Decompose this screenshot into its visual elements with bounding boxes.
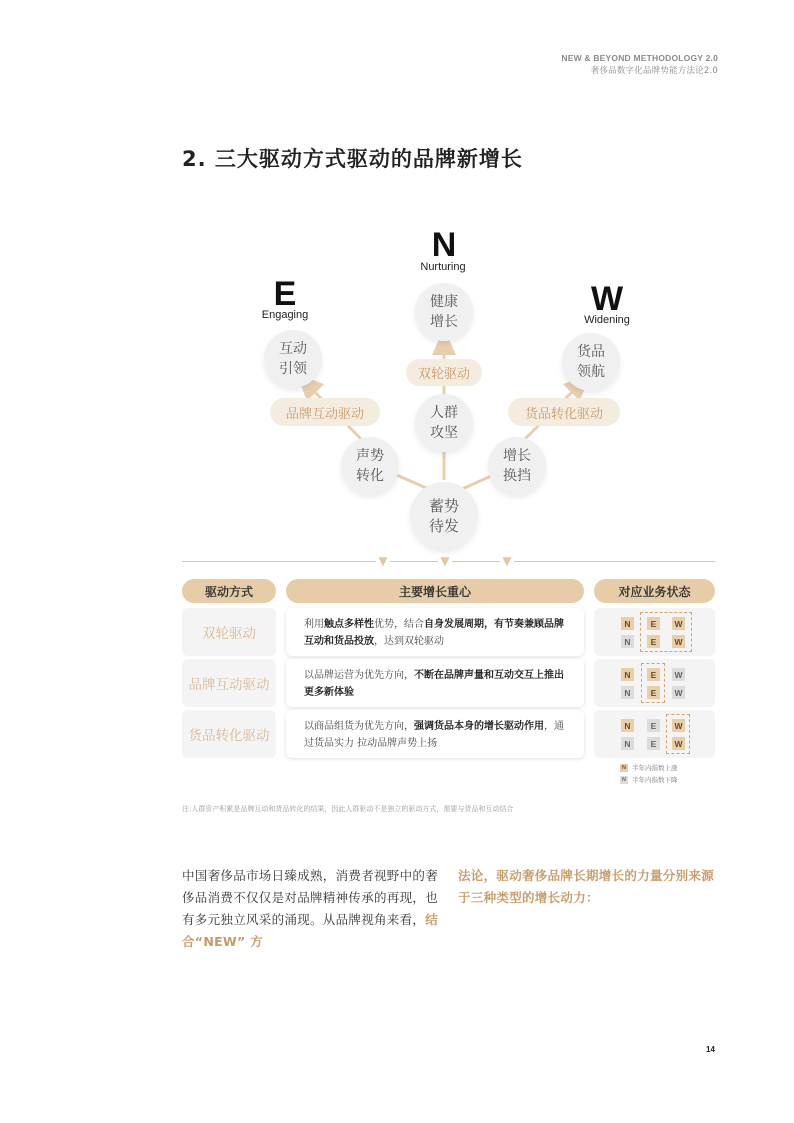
table-row-status	[594, 608, 715, 656]
section-title: 2. 三大驱动方式驱动的品牌新增长	[182, 147, 523, 171]
status-e-up: E	[647, 635, 660, 648]
node-text-line: 领航	[577, 364, 605, 380]
status-w-down: W	[672, 686, 685, 699]
node-interact-lead	[264, 330, 322, 388]
desc-text: ，通过货品实力 拉动品牌声势上扬	[304, 721, 564, 749]
node-text-line: 待发	[428, 517, 459, 535]
legend-up	[620, 763, 678, 772]
paragraph-text: 中国奢侈品市场日臻成熟，消费者视野中的奢侈品消费不仅仅是对品牌精神传承的再现，也有多元独立风采的涌现。从品牌视角来看，	[182, 868, 439, 927]
status-w-up: W	[672, 737, 685, 750]
table-row-mode: 品牌互动驱动	[182, 659, 276, 707]
paragraph-highlight: 结合“NEW” 方	[182, 912, 439, 949]
node-store-ready	[410, 482, 478, 550]
page-number: 14	[706, 1045, 715, 1054]
table-header-status: 对应业务状态	[594, 579, 715, 603]
label-widening: Widening	[584, 314, 630, 326]
letter-n: N	[431, 226, 457, 264]
footnote: 注:人群资产积累是品牌互动和货品转化的结果，因此人群驱动不是独立的驱动方式，需要与货品和互动结合	[182, 805, 514, 813]
new-diagram	[0, 0, 794, 560]
status-w-up: W	[672, 617, 685, 630]
pill-brand-drive: 品牌互动驱动	[270, 398, 380, 426]
desc-bold: 不断在品牌声量和互动交互上推出更多新体验	[304, 670, 564, 698]
table-row-mode: 双轮驱动	[182, 608, 276, 656]
letter-w: W	[590, 280, 624, 318]
status-n-down: N	[621, 686, 634, 699]
node-text-line: 互动	[279, 341, 307, 357]
legend-down-text: 半年内指数下降	[632, 776, 678, 784]
desc-bold: 触点多样性	[324, 619, 374, 630]
status-e-up: E	[647, 668, 660, 681]
running-header	[561, 52, 718, 78]
node-text-line: 换挡	[503, 468, 531, 484]
legend-down	[620, 775, 678, 784]
table-row-status	[594, 710, 715, 758]
label-nurturing: Nurturing	[420, 261, 466, 273]
status-w-up: W	[672, 719, 685, 732]
status-e-down: E	[647, 719, 660, 732]
paragraph-right	[458, 865, 720, 909]
desc-text: 优势，结合	[374, 619, 424, 630]
status-w-up: W	[672, 635, 685, 648]
desc-bold: 强调货品本身的增长驱动作用	[414, 721, 544, 732]
header-methodology-en: NEW & BEYOND METHODOLOGY 2.0	[561, 53, 718, 63]
table-row-desc	[286, 659, 584, 707]
table-header-mode: 驱动方式	[182, 579, 276, 603]
node-text-line: 增长	[503, 448, 531, 464]
status-n-up: N	[621, 617, 634, 630]
status-n-up: N	[621, 668, 634, 681]
node-text-line: 增长	[430, 314, 458, 330]
table-row-desc	[286, 608, 584, 656]
status-e-up: E	[647, 617, 660, 630]
status-n-down: N	[621, 737, 634, 750]
node-text-line: 转化	[356, 468, 384, 484]
desc-text: 利用	[304, 619, 324, 630]
arrow-voice-interact	[305, 382, 362, 440]
label-engaging: Engaging	[261, 309, 309, 321]
status-n-down: N	[621, 635, 634, 648]
connector-store-shift	[460, 472, 500, 490]
chevron-down-icon: ▼	[438, 554, 452, 568]
node-text-line: 引领	[279, 361, 307, 377]
node-growth-shift	[488, 437, 546, 495]
status-n-up: N	[621, 719, 634, 732]
paragraph-highlight: 法论，驱动奢侈品牌长期增长的力量分别来源于三种类型的增长动力：	[458, 868, 715, 905]
pill-goods-drive: 货品转化驱动	[508, 398, 620, 426]
header-methodology-cn: 奢侈品数字化品牌势能方法论2.0	[590, 66, 718, 76]
chevron-down-icon: ▼	[500, 554, 514, 568]
legend-up-swatch: N	[620, 764, 628, 772]
node-text-line: 声势	[356, 448, 384, 464]
diagram-connectors	[0, 0, 794, 560]
node-goods-lead	[562, 333, 620, 391]
node-text-line: 健康	[430, 294, 458, 310]
node-crowd-attack	[415, 394, 473, 452]
legend-down-swatch: N	[620, 776, 628, 784]
status-e-up: E	[647, 686, 660, 699]
paragraph-left	[182, 865, 444, 953]
arrow-shift-goods	[524, 382, 582, 440]
status-w-down: W	[672, 668, 685, 681]
desc-text: 以商品组货为优先方向，	[304, 721, 414, 732]
connector-store-voice	[385, 470, 431, 490]
desc-text: ，达到双轮驱动	[374, 636, 444, 647]
letter-e: E	[273, 275, 297, 313]
node-text-line: 人群	[430, 405, 458, 421]
node-voice-convert	[341, 437, 399, 495]
chevron-down-icon: ▼	[376, 554, 390, 568]
node-text-line: 货品	[577, 344, 605, 360]
node-text-line: 攻坚	[430, 425, 458, 441]
status-e-down: E	[647, 737, 660, 750]
desc-bold: 自身发展周期，有节奏兼顾品牌互动和货品投放	[304, 619, 564, 647]
desc-text: 以品牌运营为优先方向，	[304, 670, 414, 681]
table-header-focus: 主要增长重心	[286, 579, 584, 603]
node-healthy-growth	[415, 283, 473, 341]
node-text-line: 蓄势	[428, 497, 459, 515]
table-row-desc	[286, 710, 584, 758]
legend-up-text: 半年内指数上涨	[632, 764, 678, 772]
pill-dual-drive: 双轮驱动	[406, 359, 482, 386]
table-row-mode: 货品转化驱动	[182, 710, 276, 758]
table-row-status	[594, 659, 715, 707]
